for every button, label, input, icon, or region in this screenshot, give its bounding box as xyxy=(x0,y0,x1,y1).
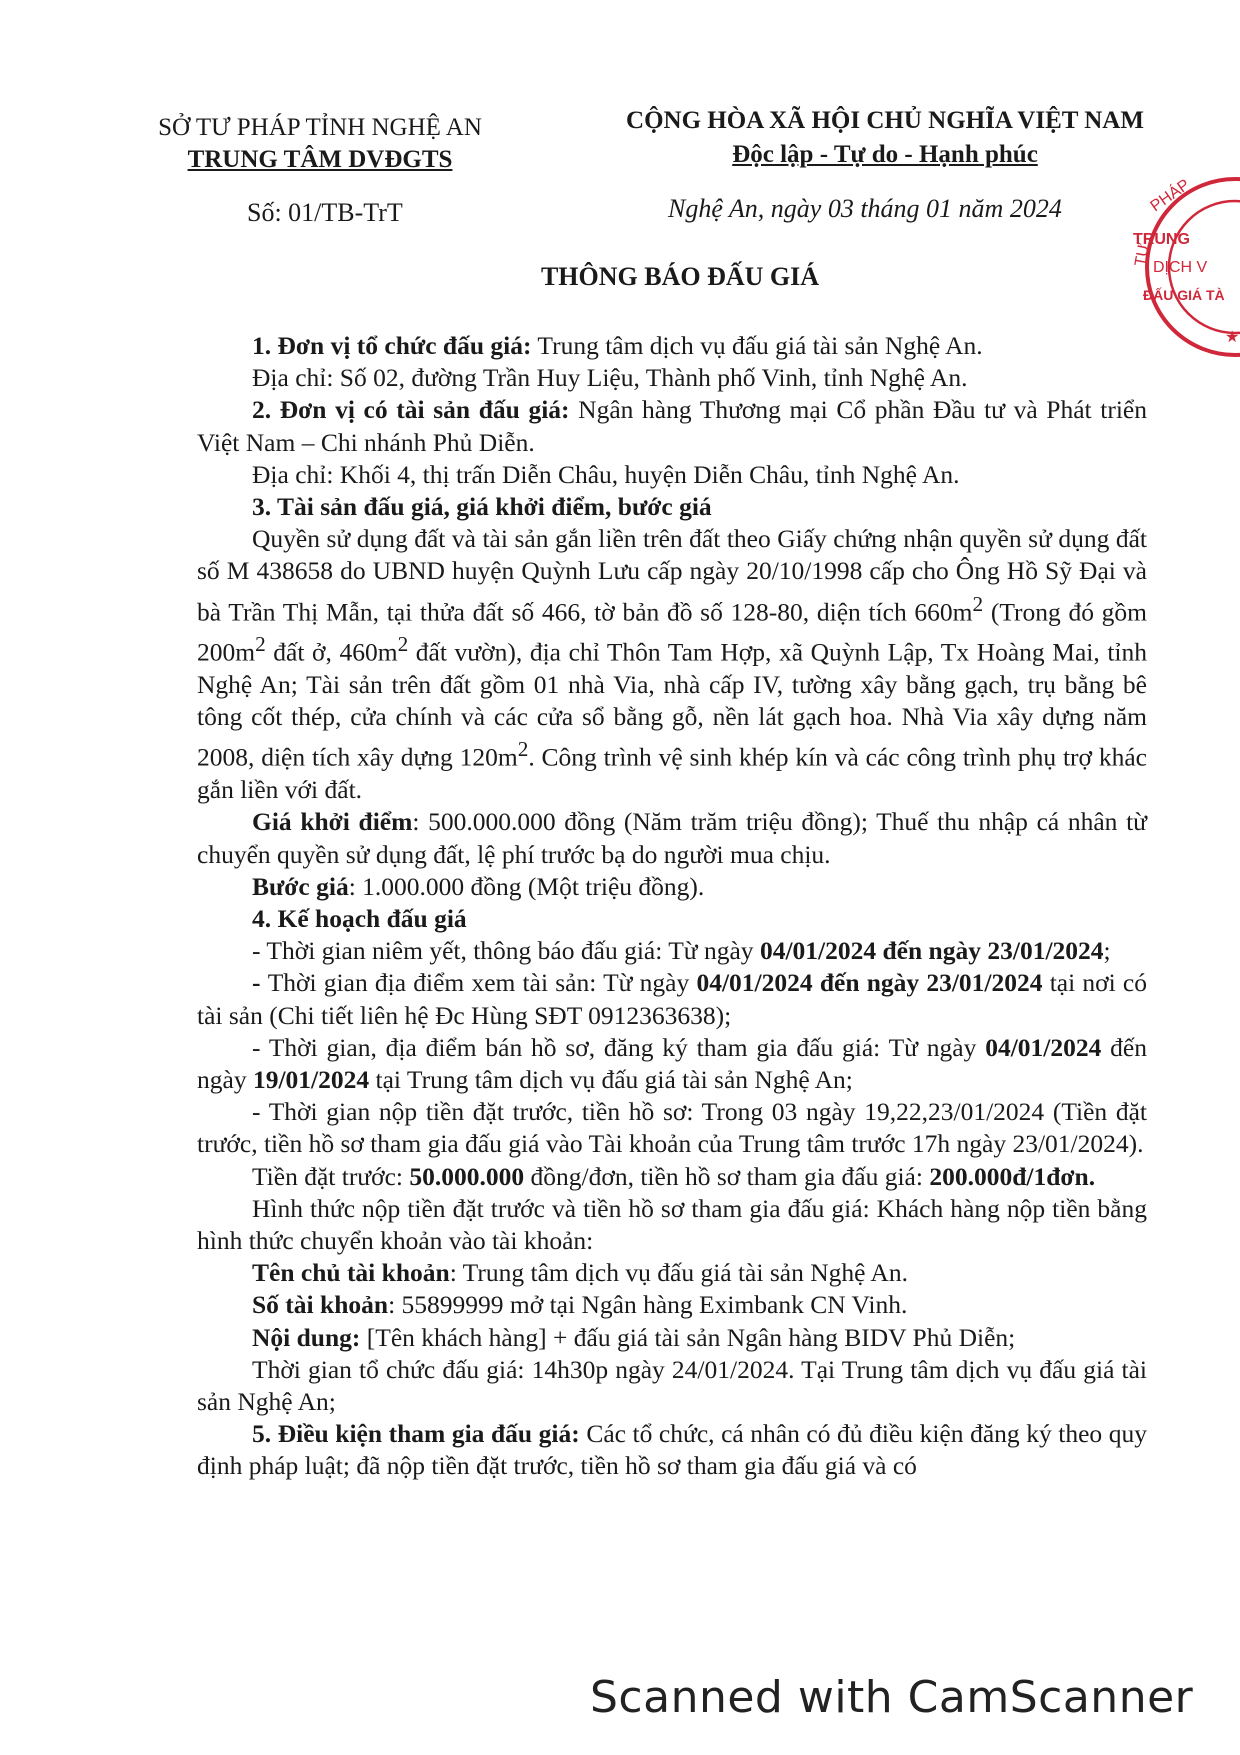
plan-2-text: Thời gian địa điểm xem tài sản: Từ ngày xyxy=(267,968,697,998)
section-1-label: 1. Đơn vị tổ chức đấu giá: xyxy=(252,331,532,360)
plan-3-start: 04/01/2024 xyxy=(985,1032,1102,1062)
scanner-watermark: Scanned with CamScanner xyxy=(590,1672,1194,1723)
section-3-heading xyxy=(197,491,1147,523)
plan-1-punct: ; xyxy=(1103,936,1111,966)
plan-1-text: - Thời gian niêm yết, thông báo đấu giá: Từ ngày xyxy=(252,936,760,966)
issuer-center-name: TRUNG TÂM DVĐGTS xyxy=(187,146,453,173)
plan-item-3 xyxy=(197,1032,1147,1096)
stamp-arc-text: PHÁP xyxy=(1147,176,1193,216)
section-5-text: Các tổ chức, cá nhân có đủ điều kiện đăng ký theo quy định pháp luật; đã nộp tiền đặt trước, tiền hồ sơ tham gia đấu giá và có xyxy=(197,1419,1147,1481)
document-number: Số: 01/TB-TrT xyxy=(247,198,403,227)
payment-method: Hình thức nộp tiền đặt trước và tiền hồ sơ tham gia đấu giá: Khách hàng nộp tiền bằng hình thức chuyển khoản vào tài khoản: xyxy=(197,1193,1147,1255)
section-1-text: Trung tâm dịch vụ đấu giá tài sản Nghệ An. xyxy=(531,331,983,360)
asset-text-d: đất vườn), địa chỉ Thôn Tam Hợp, xã Quỳnh Lập, Tx Hoàng Mai, tỉnh Nghệ An; Tài sản trên đất gồm 01 nhà Via, nhà cấp IV, tường xây bằng gạch, trụ bằng bê tông cốt thép, cửa chính và các cửa sổ bằng gỗ, nền lát gạch hoa. Nhà Via xây dựng năm 2008, diện tích xây dựng 120m xyxy=(197,637,1147,772)
transfer-content-label: Nội dung: xyxy=(252,1322,361,1352)
section-5-label: 5. Điều kiện tham gia đấu giá: xyxy=(252,1419,580,1449)
stamp-star-icon: ★ xyxy=(1225,329,1240,346)
account-number-label: Số tài khoản xyxy=(252,1290,389,1320)
transfer-content-text: [Tên khách hàng] + đấu giá tài sản Ngân hàng BIDV Phủ Diễn; xyxy=(360,1322,1016,1352)
asset-description xyxy=(197,523,1147,806)
account-name-label: Tên chủ tài khoản xyxy=(252,1258,450,1288)
asset-text-b: (Trong đó gồm 200m xyxy=(197,597,1148,667)
plan-2-dates: 04/01/2024 đến ngày 23/01/2024 xyxy=(696,968,1043,998)
stamp-line1: TRUNG xyxy=(1133,231,1190,248)
notice-body xyxy=(197,330,1147,1483)
asset-sup-3: 2 xyxy=(397,632,409,657)
national-header xyxy=(585,104,1185,172)
bid-step xyxy=(197,871,1147,903)
national-motto: Độc lập - Tự do - Hạnh phúc xyxy=(732,141,1038,168)
asset-sup-4: 2 xyxy=(517,737,529,762)
account-name-text: : Trung tâm dịch vụ đấu giá tài sản Nghệ An. xyxy=(449,1258,908,1288)
plan-item-4: - Thời gian nộp tiền đặt trước, tiền hồ sơ: Trong 03 ngày 19,22,23/01/2024 (Tiền đặt trước, tiền hồ sơ tham gia đấu giá vào Tài khoản của Trung tâm trước 17h ngày 23/01/2024). xyxy=(197,1097,1147,1159)
section-2 xyxy=(197,394,1147,458)
issue-date: Nghệ An, ngày 03 tháng 01 năm 2024 xyxy=(668,194,1062,223)
bid-step-text: : 1.000.000 đồng (Một triệu đồng). xyxy=(348,871,705,901)
deposit-amount: 50.000.000 xyxy=(409,1161,525,1191)
section-1-address: Địa chỉ: Số 02, đường Trần Huy Liệu, Thành phố Vinh, tỉnh Nghệ An. xyxy=(252,363,968,393)
plan-3-text: - Thời gian, địa điểm bán hồ sơ, đăng ký tham gia đấu giá: Từ ngày xyxy=(252,1032,986,1062)
plan-item-2 xyxy=(197,967,1147,1031)
stamp-side-text: TƯ xyxy=(1132,241,1154,268)
section-5 xyxy=(197,1418,1147,1482)
section-4-heading xyxy=(197,903,1147,935)
issuer-center xyxy=(120,144,520,176)
section-4-label: 4. Kế hoạch đấu giá xyxy=(252,903,467,933)
deposit-line xyxy=(197,1161,1147,1193)
document-title: THÔNG BÁO ĐẤU GIÁ xyxy=(540,262,820,291)
plan-2-place: tại nơi có tài sản (Chi tiết liên hệ Đc Hùng SĐT 0912363638); xyxy=(197,968,1147,1030)
stamp-line2: DỊCH V xyxy=(1153,259,1208,276)
starting-price xyxy=(197,806,1147,870)
asset-text-e: . Công trình vệ sinh khép kín và các công trình phụ trợ khác gắn liền với đất. xyxy=(197,742,1147,805)
starting-price-text: : 500.000.000 đồng (Năm trăm triệu đồng); Thuế thu nhập cá nhân từ chuyển quyền sử dụng đất, lệ phí trước bạ do người mua chịu. xyxy=(197,807,1147,869)
plan-1-end: 23/01/2024 xyxy=(987,936,1104,966)
asset-sup-2: 2 xyxy=(255,632,266,657)
auction-time: Thời gian tổ chức đấu giá: 14h30p ngày 24/01/2024. Tại Trung tâm dịch vụ đấu giá tài sản Nghệ An; xyxy=(197,1354,1147,1416)
deposit-text: đồng/đơn, tiền hồ sơ tham gia đấu giá: xyxy=(524,1161,930,1191)
transfer-content xyxy=(197,1322,1147,1354)
section-2-address: Địa chỉ: Khối 4, thị trấn Diễn Châu, huyện Diễn Châu, tỉnh Nghệ An. xyxy=(252,459,960,489)
asset-text-a: Quyền sử dụng đất và tài sản gắn liền trên đất theo Giấy chứng nhận quyền sử dụng đất số M 438658 do UBND huyện Quỳnh Lưu cấp ngày 20/10/1998 cấp cho Ông Hồ Sỹ Đại và bà Trần Thị Mẫn, tại thửa đất số 466, tờ bản đồ số 128-80, diện tích 660m xyxy=(197,524,1147,627)
plan-3-to: đến ngày xyxy=(197,1032,1147,1094)
account-number xyxy=(197,1289,1147,1321)
asset-text-c: đất ở, 460m xyxy=(265,637,398,667)
plan-3-place: tại Trung tâm dịch vụ đấu giá tài sản Nghệ An; xyxy=(369,1064,853,1094)
section-2-label: 2. Đơn vị có tài sản đấu giá: xyxy=(252,395,570,425)
issuer-header xyxy=(120,112,520,176)
asset-sup-1: 2 xyxy=(972,591,984,616)
plan-item-1 xyxy=(197,935,1147,967)
plan-2-dash: - xyxy=(252,968,268,998)
section-3-label: 3. Tài sản đấu giá, giá khởi điểm, bước giá xyxy=(252,492,712,522)
deposit-label: Tiền đặt trước: xyxy=(252,1161,410,1191)
bid-step-label: Bước giá xyxy=(252,871,349,901)
plan-3-end: 19/01/2024 xyxy=(252,1064,370,1094)
national-title: CỘNG HÒA XÃ HỘI CHỦ NGHĨA VIỆT NAM xyxy=(626,107,1144,134)
dossier-fee: 200.000đ/1đơn. xyxy=(929,1161,1096,1191)
account-name xyxy=(197,1257,1147,1289)
issuer-ministry: SỞ TƯ PHÁP TỈNH NGHỆ AN xyxy=(158,114,482,141)
stamp-line3: ĐẤU GIÁ TÀ xyxy=(1143,287,1225,303)
starting-price-label: Giá khởi điểm xyxy=(252,807,413,837)
section-1 xyxy=(197,330,1147,362)
plan-1-dates: 04/01/2024 đến ngày xyxy=(759,936,981,966)
account-number-text: : 55899999 mở tại Ngân hàng Eximbank CN Vinh. xyxy=(388,1290,908,1320)
section-2-text: Ngân hàng Thương mại Cổ phần Đầu tư và Phát triển Việt Nam – Chi nhánh Phủ Diễn. xyxy=(197,395,1148,457)
